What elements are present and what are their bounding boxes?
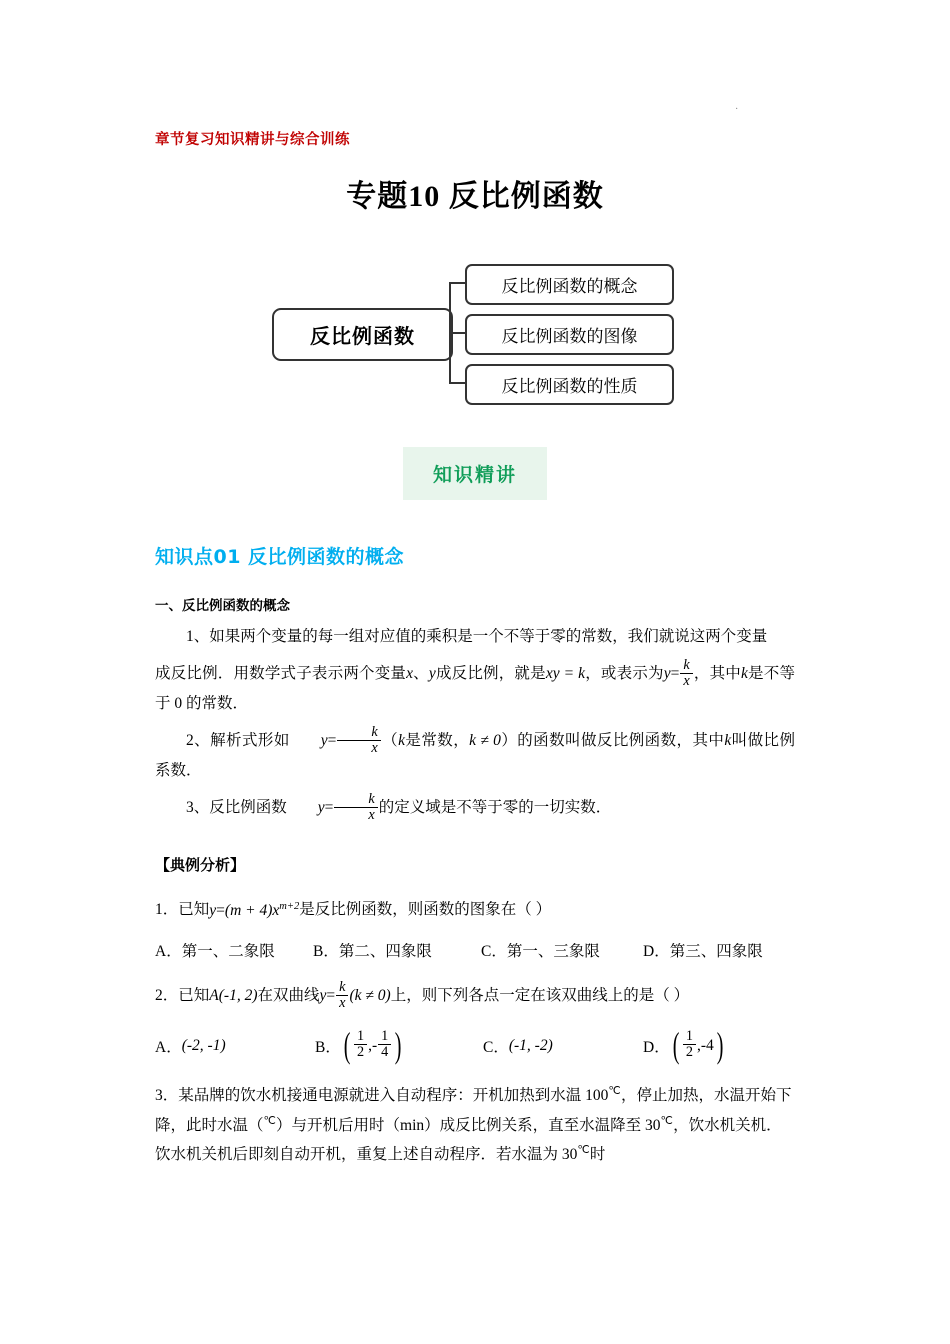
mindmap-stub-1 xyxy=(449,282,465,284)
question-3-line2-b: ）与开机后用时（min）成反比例关系，直至水温降至 30 xyxy=(276,1116,661,1134)
variable-k-3: k xyxy=(724,732,732,750)
document-content xyxy=(155,0,795,1170)
eq1-equals: = xyxy=(670,665,680,683)
question-3-degree-1: ℃ xyxy=(608,1085,621,1098)
question-3 xyxy=(155,1081,795,1170)
question-1-options xyxy=(155,939,795,961)
option-b-sep: ,- xyxy=(368,1036,378,1054)
q2-y: y xyxy=(319,987,327,1005)
fraction-numerator: k xyxy=(683,657,690,674)
question-2-option-b[interactable] xyxy=(315,1025,483,1065)
fraction-denominator: x xyxy=(334,807,377,823)
fraction-numerator: k xyxy=(339,979,346,996)
eq2-equals: = xyxy=(327,732,337,750)
fraction-quarter-b xyxy=(378,1029,391,1060)
concept-item-1-text2d: ，其中 xyxy=(693,665,741,683)
concept-item-2-text-e: 叫做比例系数． xyxy=(155,732,795,780)
variable-y: y xyxy=(428,665,436,683)
concept-item-1-line2 xyxy=(155,659,795,717)
concept-item-2 xyxy=(155,726,795,784)
mindmap-branch-concept: 反比例函数的概念 xyxy=(465,264,674,305)
mindmap-stub-2 xyxy=(449,332,465,334)
question-3-line3-b: 时 xyxy=(589,1146,606,1164)
fraction-k-over-x-1 xyxy=(680,658,692,689)
concept-item-2-text-c: 是常数， xyxy=(404,732,470,750)
subsection-heading: 一、反比例函数的概念 xyxy=(155,598,290,614)
eq3-equals: = xyxy=(324,799,334,817)
question-2-equation xyxy=(320,981,391,1012)
question-2-option-c[interactable] xyxy=(483,1035,643,1057)
q1-equals: = xyxy=(216,901,225,919)
right-paren: ) xyxy=(394,1025,402,1065)
question-3-degree-4: ℃ xyxy=(577,1144,590,1157)
concept-item-3-text-a: 3、反比例函数 xyxy=(186,799,287,817)
question-3-number: 3． xyxy=(155,1087,179,1105)
fraction-half-d xyxy=(683,1029,696,1060)
question-2-option-b-value xyxy=(341,1025,405,1065)
section-chip-knowledge: 知识精讲 xyxy=(403,447,547,500)
variable-k-1: k xyxy=(740,665,748,683)
examples-heading: 【典例分析】 xyxy=(155,856,246,875)
question-2-point: A(-1, 2) xyxy=(209,987,258,1005)
fraction-k-over-x-q2 xyxy=(336,980,348,1011)
question-1-equation xyxy=(209,896,299,925)
question-2-option-d-label: D． xyxy=(643,1038,670,1056)
option-d-value2: 4 xyxy=(706,1036,714,1054)
equation-y-equals-k-over-x-2 xyxy=(290,726,382,757)
eq3-y: y xyxy=(317,799,325,817)
question-1-option-d[interactable]: D．第三、四象限 xyxy=(643,943,763,961)
variable-x: x xyxy=(406,665,413,683)
question-2-option-a[interactable] xyxy=(155,1035,315,1057)
variable-k-2: k xyxy=(398,732,405,750)
equation-xy-equals-k: xy = k xyxy=(545,665,586,683)
fraction-numerator: 1 xyxy=(685,1028,693,1045)
mindmap-branch-graph: 反比例函数的图像 xyxy=(465,314,674,355)
concept-item-1-text2a: 成反比例．用数学式子表示两个变量 xyxy=(155,665,407,683)
question-2-option-d[interactable] xyxy=(643,1025,726,1065)
concept-item-1-text2c: ，或表示为 xyxy=(585,665,664,683)
q1-exponent: m+2 xyxy=(279,900,300,912)
fraction-numerator: k xyxy=(368,791,375,808)
question-3-line1-b: ，停止加热，水 xyxy=(620,1087,730,1105)
question-2-option-a-label: A． xyxy=(155,1038,182,1056)
question-2-tail: 上，则下列各点一定在该双曲线上的是（ ） xyxy=(390,987,690,1005)
question-3-degree-3: ℃ xyxy=(660,1114,674,1127)
concept-item-1-text2e: 是不等于 0 的常数． xyxy=(155,665,795,713)
concept-item-2-text-a: 2、解析式形如 xyxy=(186,732,290,750)
q2-equals: = xyxy=(326,987,336,1005)
fraction-numerator: 1 xyxy=(356,1028,365,1045)
section-chip-wrapper xyxy=(155,447,795,500)
fraction-numerator: 1 xyxy=(381,1028,389,1045)
question-2-number: 2． xyxy=(155,987,179,1005)
knowledge-point-heading: 知识点01 反比例函数的概念 xyxy=(155,546,405,568)
concept-item-1-line1 xyxy=(155,623,795,650)
question-1-option-b[interactable]: B．第二、四象限 xyxy=(313,943,432,961)
question-2-option-a-value: (-2, -1) xyxy=(181,1036,226,1054)
fraction-denominator: 4 xyxy=(378,1044,391,1060)
concept-item-1-text1: 1、如果两个变量的每一组对应值的乘积是一个不等于零的常数，我们就说这两个变量 xyxy=(186,628,768,645)
fraction-denominator: 2 xyxy=(354,1044,367,1060)
fraction-denominator: x xyxy=(680,673,692,689)
q1-expression: (m + 4)x xyxy=(224,901,280,919)
question-2-options xyxy=(155,1025,795,1065)
mindmap-branch-properties: 反比例函数的性质 xyxy=(465,364,674,405)
left-paren: ( xyxy=(343,1025,351,1065)
mindmap-root-node: 反比例函数 xyxy=(272,308,453,361)
page-title: 专题10 反比例函数 xyxy=(346,180,604,213)
equation-y-equals-k-over-x-3 xyxy=(287,793,379,824)
question-1-tail: 是反比例函数，则函数的图象在（ ） xyxy=(299,901,552,919)
question-1-lead: 已知 xyxy=(178,901,210,919)
fraction-denominator: x xyxy=(336,995,348,1011)
eq1-y: y xyxy=(663,665,671,683)
question-3-degree-2: ℃ xyxy=(263,1114,277,1127)
concept-item-2-text-b: （ xyxy=(381,732,399,750)
question-1-number: 1． xyxy=(155,901,179,919)
concept-item-2-text-d: ）的函数叫做反比例函数，其中 xyxy=(500,732,725,750)
mindmap-stub-3 xyxy=(449,382,465,384)
question-2-lead: 已知 xyxy=(178,987,210,1005)
question-2-option-d-value xyxy=(670,1025,726,1065)
document-kicker: 章节复习知识精讲与综合训练 xyxy=(155,132,350,148)
concept-item-3 xyxy=(155,793,795,824)
condition-k-not-zero: k ≠ 0 xyxy=(469,732,501,750)
q1-y: y xyxy=(209,901,217,919)
equation-y-equals-k-over-x-1 xyxy=(664,659,694,690)
fraction-k-over-x-3 xyxy=(334,792,377,823)
eq2-y: y xyxy=(320,732,328,750)
page-top-mark: · xyxy=(735,104,740,115)
fraction-numerator: k xyxy=(371,724,378,741)
concept-item-1-dun: 、 xyxy=(412,665,429,683)
question-2-option-c-value: (-1, -2) xyxy=(508,1036,553,1054)
question-3-line2-a: 温开始下降，此时水温（ xyxy=(155,1087,792,1134)
q2-condition: (k ≠ 0) xyxy=(349,987,391,1005)
question-2-mid: 在双曲线 xyxy=(257,987,320,1005)
fraction-k-over-x-2 xyxy=(337,725,380,756)
concept-item-1-text2b: 成反比例，就是 xyxy=(435,665,546,683)
fraction-denominator: 2 xyxy=(683,1044,696,1060)
fraction-denominator: x xyxy=(337,740,380,756)
option-d-sep: ,- xyxy=(696,1036,706,1054)
question-3-line1-a: 某品牌的饮水机接通电源就进入自动程序：开机加热到水温 100 xyxy=(178,1087,609,1105)
question-1-option-c[interactable]: C．第一、三象限 xyxy=(481,943,600,961)
question-2 xyxy=(155,981,795,1012)
right-paren: ) xyxy=(716,1025,724,1065)
question-2-option-c-label: C． xyxy=(483,1038,509,1056)
question-2-option-b-label: B． xyxy=(315,1038,341,1056)
left-paren: ( xyxy=(672,1025,680,1065)
question-3-line3-a: ，饮水机关机．饮水机关机后即刻自动开机，重复上述自动程序．若水温为 30 xyxy=(155,1116,782,1164)
concept-item-3-text-b: 的定义域是不等于零的一切实数． xyxy=(378,799,612,817)
mindmap-diagram xyxy=(155,257,795,407)
question-1-option-a[interactable]: A．第一、二象限 xyxy=(155,943,275,961)
fraction-half-b xyxy=(354,1029,367,1060)
question-1 xyxy=(155,895,795,925)
